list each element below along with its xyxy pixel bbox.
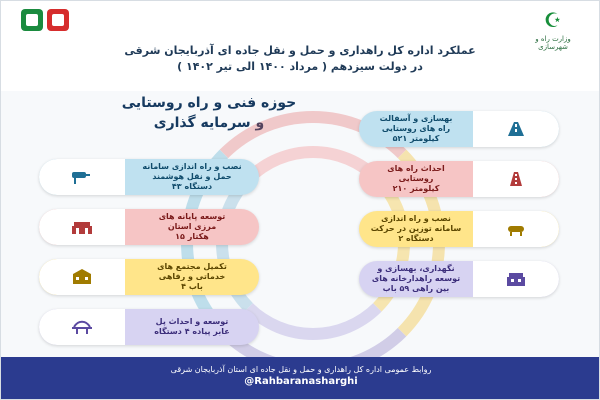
card-line-1: احداث راه های — [387, 164, 445, 173]
footer-handle: @Rahbaranasharghi — [244, 376, 358, 387]
card-value: ۲ دستگاه — [398, 234, 434, 243]
card-line-2: راه های روستایی — [381, 124, 451, 133]
card-line-2: مرزی استان — [167, 222, 217, 231]
card-line-1: نصب و راه اندازی سامانه — [142, 162, 242, 171]
section-title-line-2: و سرمایه گذاری — [153, 115, 265, 131]
card-line-1: توسعه و احداث پل — [155, 317, 229, 326]
card-value: ۴ باب — [181, 282, 203, 291]
card-rural-asphalt — [359, 111, 559, 147]
card-text — [125, 259, 259, 295]
title-line-2: در دولت سیزدهم ( مرداد ۱۴۰۰ الی تیر ۱۴۰۲ ) — [177, 60, 423, 73]
card-line-2: روستایی — [398, 174, 434, 183]
iran-emblem-icon: ☪ — [544, 8, 562, 32]
section-title-line-1: حوزه فنی و راه روستایی — [121, 95, 297, 111]
card-text — [125, 159, 259, 195]
card-icon-pill — [39, 309, 125, 345]
weigh-in-motion-icon — [504, 220, 528, 238]
card-text — [359, 111, 473, 147]
card-text — [359, 161, 473, 197]
card-line-1: توسعه پایانه های — [158, 212, 226, 221]
card-line-1: تکمیل مجتمع های — [157, 262, 227, 271]
title-line-1: عملکرد اداره کل راهداری و حمل و نقل جاده ای آذربایجان شرقی — [124, 44, 476, 57]
card-line-2: توسعه راهدارخانه های — [371, 274, 461, 283]
card-line-2: خدماتی و رفاهی — [158, 272, 226, 281]
card-value: ۴۳ دستگاه — [171, 182, 213, 191]
building-icon — [70, 268, 94, 286]
card-weigh-in-motion — [359, 211, 559, 247]
logo-square-red — [47, 9, 69, 31]
footer-line-1: روابط عمومی اداره کل راهداری و حمل و نقل جاده ای استان آذربایجان شرقی — [170, 365, 432, 374]
card-icon-pill — [39, 209, 125, 245]
card-line-2: عابر پیاده ۴ دستگاه — [154, 327, 230, 336]
cctv-camera-icon — [70, 168, 94, 186]
card-rural-roads-construction — [359, 161, 559, 197]
road-construction-icon — [504, 170, 528, 188]
card-value: بین راهی ۵۹ باب — [382, 284, 450, 293]
border-terminal-icon — [70, 218, 94, 236]
card-value: ۱۵ هکتار — [175, 232, 209, 241]
card-icon-pill — [473, 261, 559, 297]
card-value: ۵۲۱ کیلومتر — [392, 134, 440, 143]
logo-square-green — [21, 9, 43, 31]
card-maintenance-depots — [359, 261, 559, 297]
card-text — [125, 209, 259, 245]
card-text — [125, 309, 259, 345]
card-text — [359, 261, 473, 297]
rural-road-icon — [504, 120, 528, 138]
card-pedestrian-bridges — [39, 309, 259, 345]
card-icon-pill — [39, 259, 125, 295]
maintenance-depot-icon — [504, 270, 528, 288]
card-border-terminals — [39, 209, 259, 245]
card-smart-transport — [39, 159, 259, 195]
ministry-name: وزارت راه و شهرسازی — [535, 35, 571, 51]
footer — [1, 357, 600, 399]
card-line-2: سامانه توزین در حرکت — [370, 224, 462, 233]
card-welfare-complexes — [39, 259, 259, 295]
card-line-2: حمل و نقل هوشمند — [152, 172, 232, 181]
bridge-icon — [70, 318, 94, 336]
card-value: ۲۱۰ کیلومتر — [392, 184, 440, 193]
card-line-1: نگهداری، بهسازی و — [377, 264, 455, 273]
card-icon-pill — [39, 159, 125, 195]
card-line-1: بهسازی و آسفالت — [379, 114, 453, 123]
road-maintenance-logo — [21, 9, 69, 37]
card-icon-pill — [473, 211, 559, 247]
card-icon-pill — [473, 111, 559, 147]
card-text — [359, 211, 473, 247]
card-icon-pill — [473, 161, 559, 197]
page-title — [37, 43, 563, 75]
card-line-1: نصب و راه اندازی — [381, 214, 451, 223]
